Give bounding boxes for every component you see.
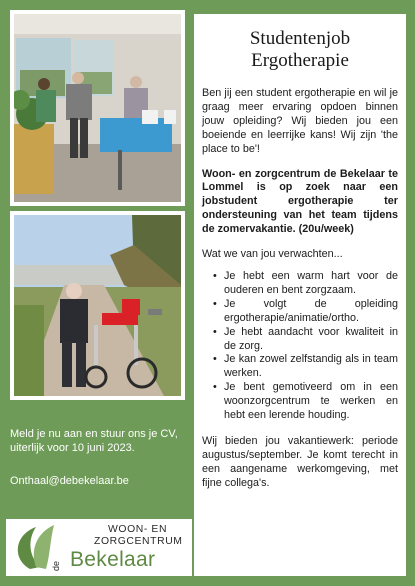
intro-paragraph: Ben jij een student ergotherapie en wil je graag meer ervaring opdoen binnen jouw opleiding? Wij bieden jou een boeiende en leerrijke kans! Wij zijn 'the place to be'! xyxy=(202,87,398,155)
expectation-item: • Je hebt aandacht voor kwaliteit in de zorg. xyxy=(224,326,398,354)
logo-name: Bekelaar xyxy=(70,548,156,571)
job-title xyxy=(202,28,398,72)
activity-photo xyxy=(10,10,185,206)
logo-prefix: de xyxy=(51,560,61,571)
logo-line2: ZORGCENTRUM xyxy=(94,536,183,547)
offer-paragraph: Wij bieden jou vakantiewerk: periode augustus/september. Je komt terecht in een aangename werkomgeving, met fijne collega's. xyxy=(202,434,398,489)
activity-photo-image xyxy=(14,14,181,202)
bike-photo-image xyxy=(14,215,181,396)
job-title-line1: Studentenjob xyxy=(249,28,351,49)
bekelaar-logo xyxy=(6,519,192,576)
logo-line1: WOON- EN xyxy=(108,524,168,535)
job-title-line2: Ergotherapie xyxy=(251,50,349,71)
expectation-item: • Je kan zowel zelfstandig als in team werken. xyxy=(224,353,398,381)
expectation-item: • Je volgt de opleiding ergotherapie/animatie/ortho. xyxy=(224,298,398,326)
vacancy-paragraph: Woon- en zorgcentrum de Bekelaar te Lommel is op zoek naar een jobstudent ergotherapie ter ondersteuning van het team tijdens de zomervakantie. (20u/week) xyxy=(202,167,398,236)
expectation-item: • Je hebt een warm hart voor de ouderen en bent zorgzaam. xyxy=(224,270,398,298)
contact-email[interactable]: Onthaal@debekelaar.be xyxy=(10,475,129,487)
expectations-list xyxy=(202,270,398,423)
apply-call-to-action: Meld je nu aan en stuur ons je CV, uiterlijk voor 10 juni 2023. xyxy=(10,428,178,454)
expectation-item: • Je bent gemotiveerd om in een woonzorgcentrum te werken en hebt een lerende houding. xyxy=(224,381,398,423)
bike-photo xyxy=(10,211,185,400)
job-description-card xyxy=(194,14,406,576)
expectations-heading: Wat we van jou verwachten... xyxy=(202,248,343,261)
